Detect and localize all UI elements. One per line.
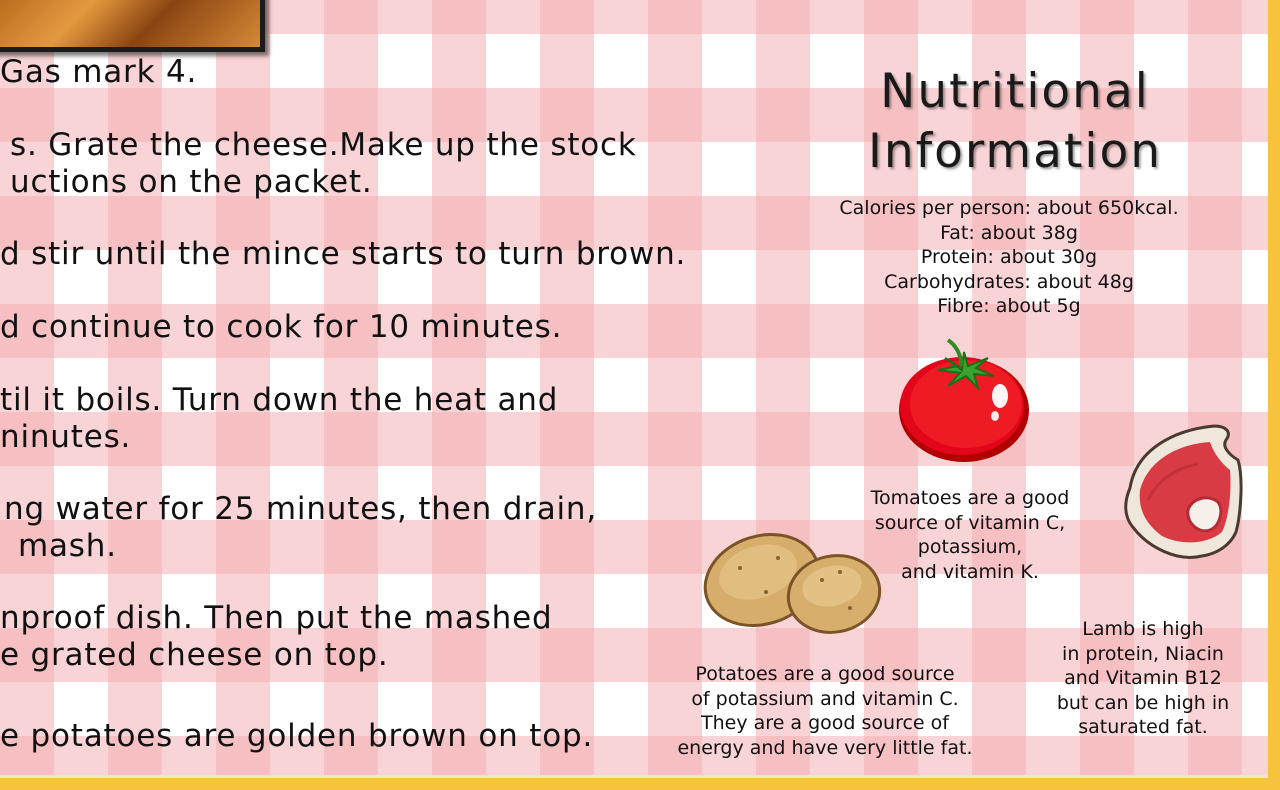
potatoes-icon bbox=[700, 528, 885, 640]
potatoes-caption bbox=[660, 662, 990, 760]
caption-line: but can be high in bbox=[1056, 691, 1230, 714]
method-step-7 bbox=[0, 600, 552, 674]
lamb-chop-icon bbox=[1118, 420, 1248, 568]
step-line: ninutes. bbox=[0, 419, 132, 455]
caption-line: and Vitamin B12 bbox=[1064, 667, 1222, 689]
lamb-caption bbox=[1030, 617, 1256, 740]
method-step-1 bbox=[0, 54, 197, 91]
nutrition-fact-carbohydrates: Carbohydrates: about 48g bbox=[884, 270, 1134, 293]
nutrition-fact-fibre: Fibre: about 5g bbox=[937, 295, 1081, 317]
caption-line: in protein, Niacin bbox=[1062, 642, 1224, 665]
recipe-photo bbox=[0, 0, 265, 52]
step-line: e grated cheese on top. bbox=[0, 637, 389, 673]
step-line: nproof dish. Then put the mashed bbox=[0, 600, 553, 636]
page-border-right bbox=[1268, 0, 1280, 790]
nutrition-title-line-2: Information bbox=[867, 124, 1163, 179]
step-line: s. Grate the cheese.Make up the stock bbox=[10, 127, 637, 163]
caption-line: energy and have very little fat. bbox=[677, 736, 973, 759]
step-line: d stir until the mince starts to turn brown. bbox=[0, 236, 687, 272]
method-step-3 bbox=[0, 236, 686, 273]
step-line: e potatoes are golden brown on top. bbox=[0, 718, 594, 754]
caption-line: Tomatoes are a good bbox=[870, 487, 1070, 509]
caption-line: Potatoes are a good source bbox=[695, 663, 955, 685]
step-line: Gas mark 4. bbox=[0, 54, 198, 90]
nutrition-title bbox=[820, 62, 1210, 182]
nutrition-fact-fat: Fat: about 38g bbox=[940, 221, 1078, 244]
method-step-2 bbox=[10, 127, 637, 201]
step-line: uctions on the packet. bbox=[10, 164, 373, 200]
page-border-bottom bbox=[0, 778, 1280, 790]
method-step-6 bbox=[4, 491, 597, 565]
nutrition-facts bbox=[790, 196, 1228, 319]
caption-line: saturated fat. bbox=[1078, 716, 1208, 738]
step-line: ng water for 25 minutes, then drain, bbox=[4, 491, 598, 527]
caption-line: They are a good source of bbox=[701, 712, 949, 734]
step-line: mash. bbox=[18, 528, 117, 564]
method-step-8 bbox=[0, 718, 593, 755]
caption-line: source of vitamin C, bbox=[874, 511, 1066, 534]
caption-line: of potassium and vitamin C. bbox=[691, 687, 959, 710]
tomato-icon bbox=[890, 330, 1040, 470]
nutrition-title-line-1: Nutritional bbox=[880, 64, 1150, 119]
caption-line: and vitamin K. bbox=[901, 560, 1039, 583]
caption-line: Lamb is high bbox=[1082, 618, 1204, 640]
nutrition-fact-protein: Protein: about 30g bbox=[920, 246, 1098, 268]
method-step-5 bbox=[0, 382, 558, 456]
method-step-4 bbox=[0, 309, 562, 346]
step-line: til it boils. Turn down the heat and bbox=[0, 382, 559, 418]
step-line: d continue to cook for 10 minutes. bbox=[0, 309, 563, 345]
nutrition-fact-calories: Calories per person: about 650kcal. bbox=[839, 197, 1179, 219]
caption-line: potassium, bbox=[917, 536, 1023, 558]
